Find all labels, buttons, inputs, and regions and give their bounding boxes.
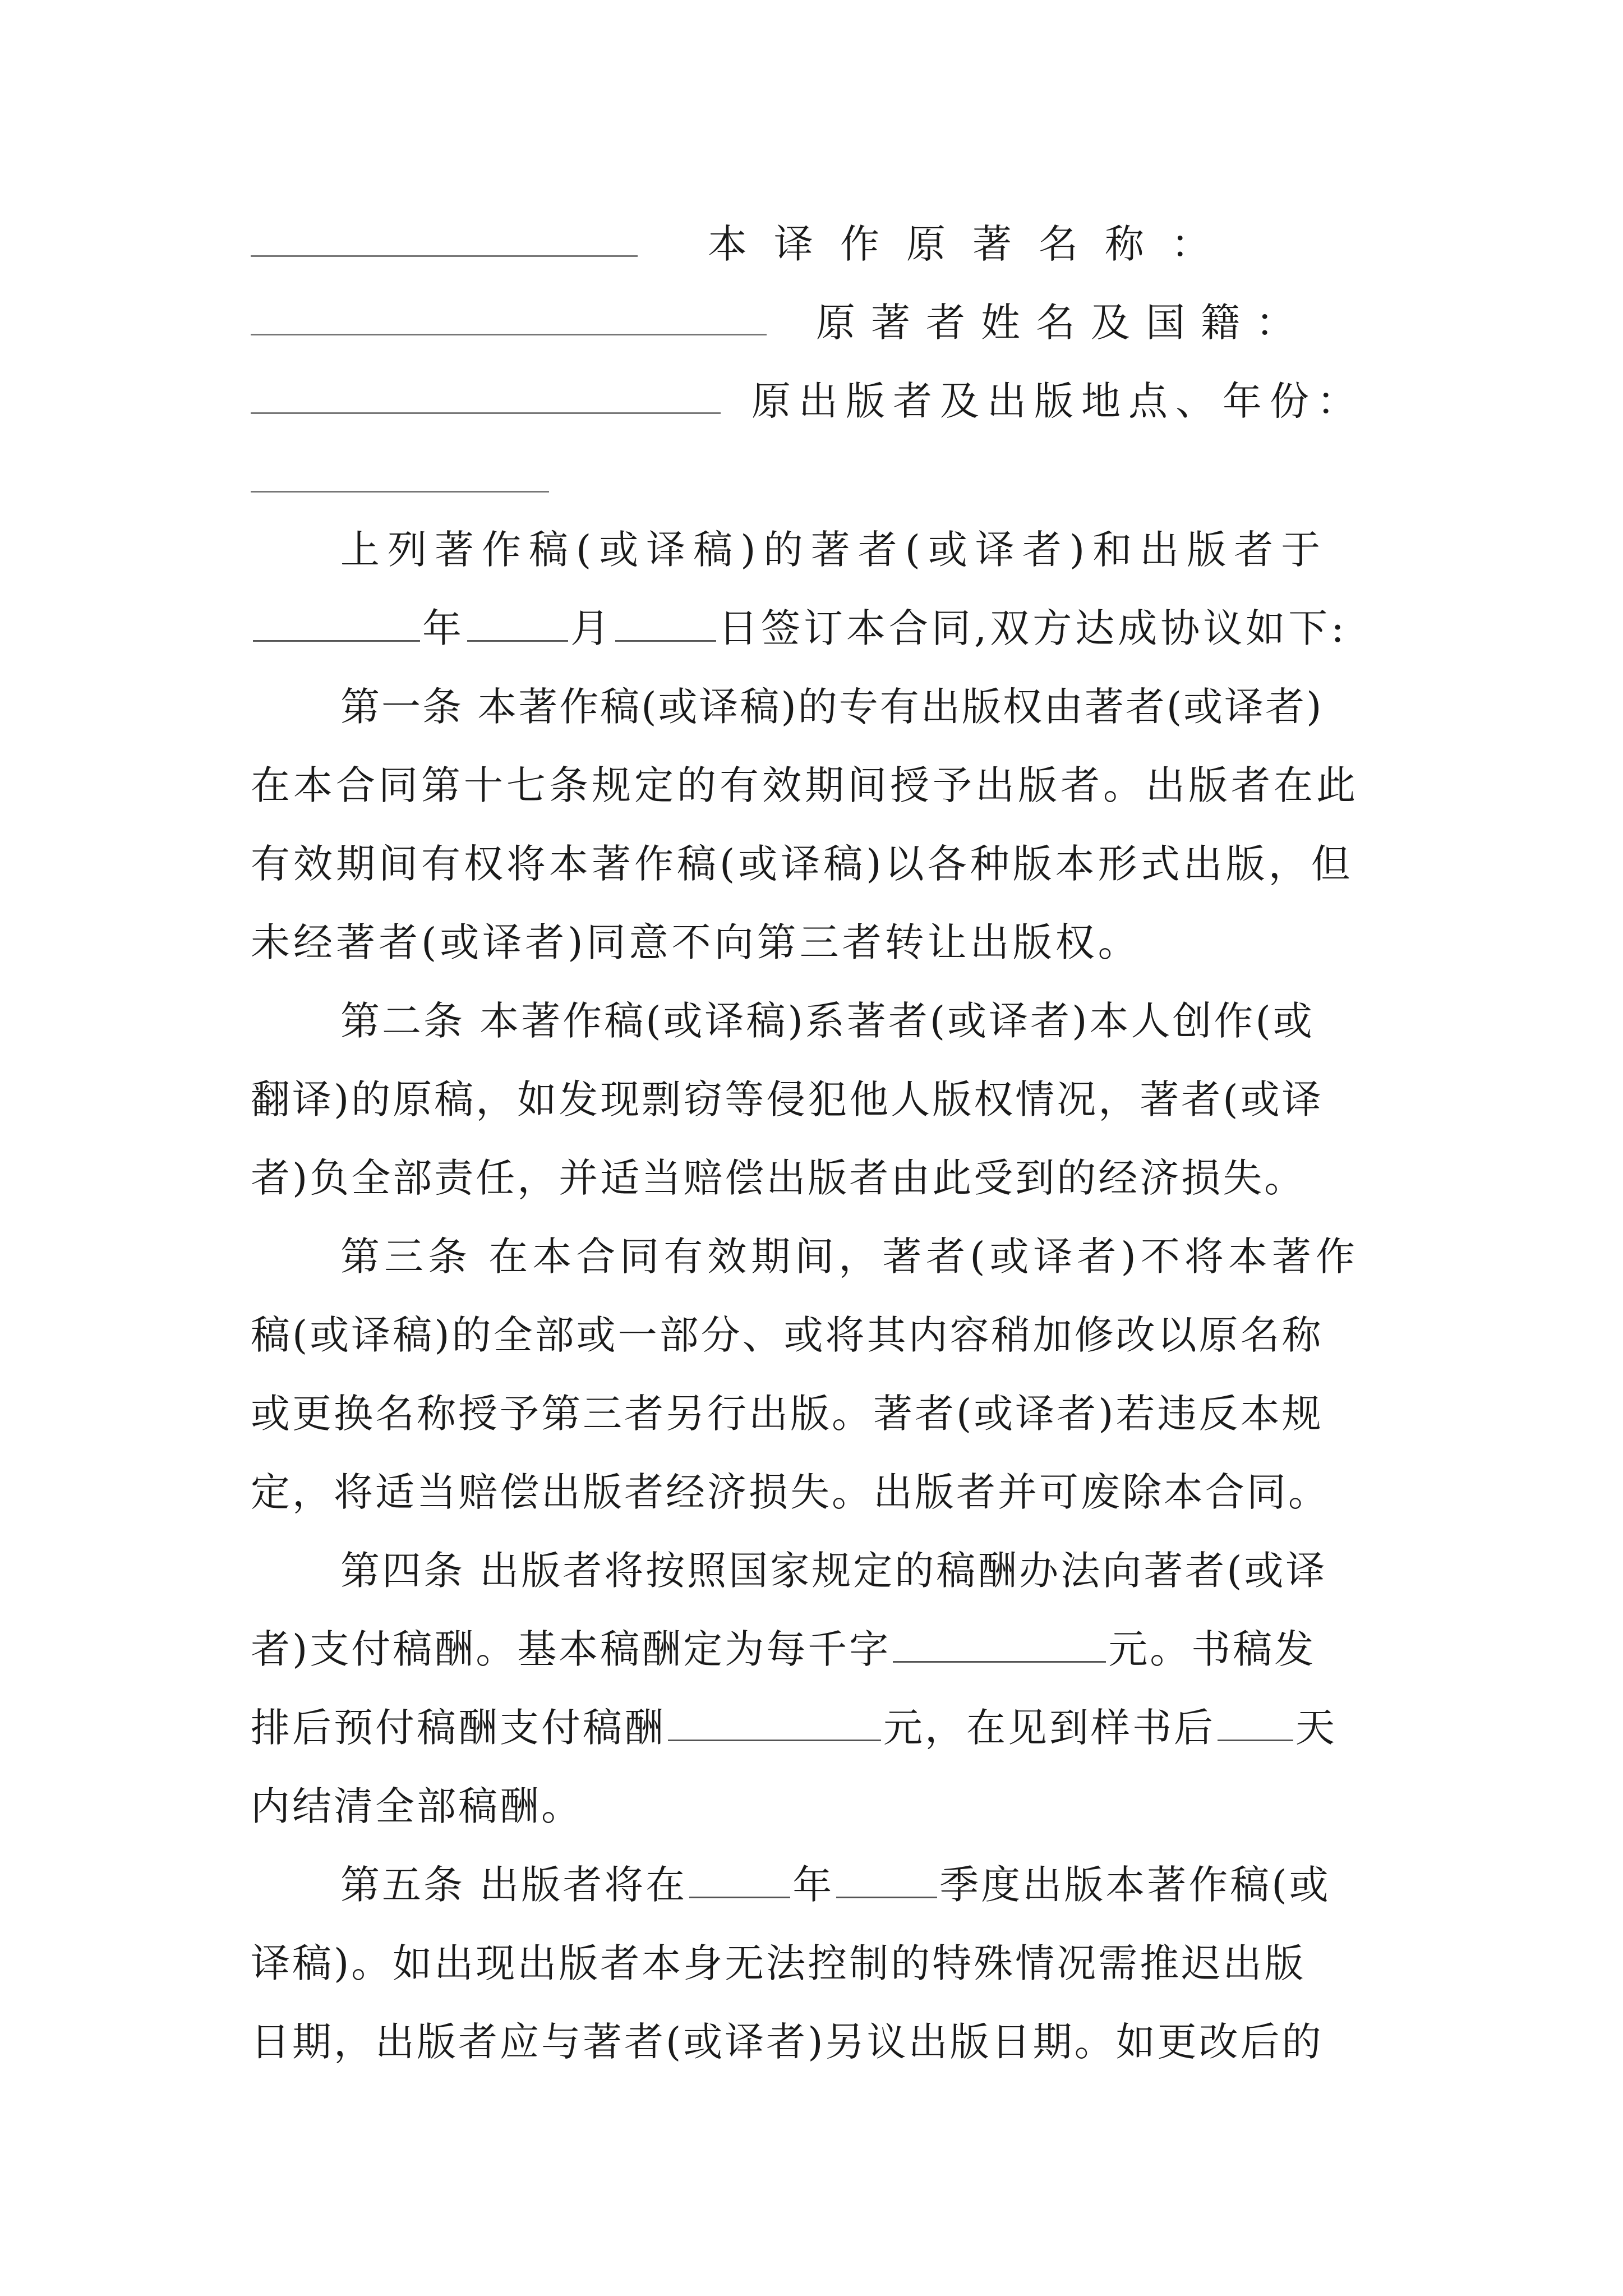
sign-month-blank[interactable] [467, 600, 568, 642]
article-2-line-3: 者)负全部责任，并适当赔偿出版者由此受到的经济损失。 [251, 1155, 1306, 1201]
publish-schedule-text: 第五条 出版者将在 [340, 1862, 688, 1908]
publisher-place-year-label: 原出版者及出版地点、年份： [751, 378, 1364, 424]
royalty-per-thousand-blank[interactable] [893, 1621, 1106, 1663]
article-4-line-2 [251, 1610, 1372, 1688]
publish-quarter-blank[interactable] [836, 1856, 937, 1898]
article-1-line-3: 有效期间有权将本著作稿(或译稿)以各种版本形式出版，但 [251, 841, 1354, 887]
article-4-line-3 [251, 1688, 1372, 1767]
article-5-line-2: 译稿)。如出现出版者本身无法控制的特殊情况需推迟出版 [251, 1940, 1306, 1986]
year-char: 年 [422, 605, 465, 651]
author-nationality-label: 原著者姓名及国籍： [816, 300, 1311, 346]
original-title-blank[interactable] [251, 255, 638, 257]
day-and-agreement-text: 日签订本合同,双方达成协议如下: [718, 605, 1348, 651]
article-2-line-1: 第二条 本著作稿(或译稿)系著者(或译者)本人创作(或 [340, 998, 1315, 1044]
base-royalty-unit: 元。书稿发 [1108, 1626, 1316, 1672]
days-char: 天 [1295, 1705, 1337, 1751]
base-royalty-text: 者)支付稿酬。基本稿酬定为每千字 [251, 1626, 891, 1672]
article-1-line-1: 第一条 本著作稿(或译稿)的专有出版权由著者(或译者) [340, 684, 1324, 730]
article-4-line-4: 内结清全部稿酬。 [251, 1783, 583, 1829]
author-nationality-blank[interactable] [251, 334, 767, 335]
article-5-line-3: 日期，出版者应与著者(或译者)另议出版日期。如更改后的 [251, 2019, 1324, 2065]
publisher-place-year-blank-continued[interactable] [251, 491, 549, 493]
article-5-line-1 [340, 1846, 1462, 1924]
publish-quarter-text: 季度出版本著作稿(或 [939, 1862, 1331, 1908]
publisher-place-year-blank[interactable] [251, 412, 721, 414]
intro-line-1: 上列著作稿(或译稿)的著者(或译者)和出版者于 [340, 527, 1329, 573]
article-3-line-1: 第三条 在本合同有效期间，著者(或译者)不将本著作 [340, 1234, 1359, 1280]
article-2-line-2: 翻译)的原稿，如发现剽窃等侵犯他人版权情况，著者(或译 [251, 1076, 1324, 1122]
article-3-line-4: 定，将适当赔偿出版者经济损失。出版者并可废除本合同。 [251, 1469, 1330, 1515]
publish-year-blank[interactable] [689, 1856, 790, 1898]
settle-days-blank[interactable] [1218, 1699, 1293, 1741]
month-char: 月 [570, 605, 613, 651]
article-3-line-3: 或更换名称授予第三者另行出版。著者(或译者)若违反本规 [251, 1391, 1324, 1437]
advance-royalty-blank[interactable] [668, 1699, 881, 1741]
original-title-label: 本译作原著名称： [708, 221, 1237, 267]
article-1-line-4: 未经著者(或译者)同意不向第三者转让出版权。 [251, 919, 1141, 965]
intro-line-2 [251, 589, 1372, 668]
publish-year-char: 年 [792, 1862, 834, 1908]
sign-day-blank[interactable] [615, 600, 716, 642]
article-4-line-1: 第四条 出版者将按照国家规定的稿酬办法向著者(或译 [340, 1548, 1327, 1594]
advance-royalty-text: 排后预付稿酬支付稿酬 [251, 1705, 666, 1751]
article-3-line-2: 稿(或译稿)的全部或一部分、或将其内容稍加修改以原名称 [251, 1312, 1324, 1358]
advance-royalty-unit: 元，在见到样书后 [883, 1705, 1215, 1751]
article-1-line-2: 在本合同第十七条规定的有效期间授予出版者。出版者在此 [251, 762, 1359, 808]
sign-year-blank[interactable] [253, 600, 420, 642]
